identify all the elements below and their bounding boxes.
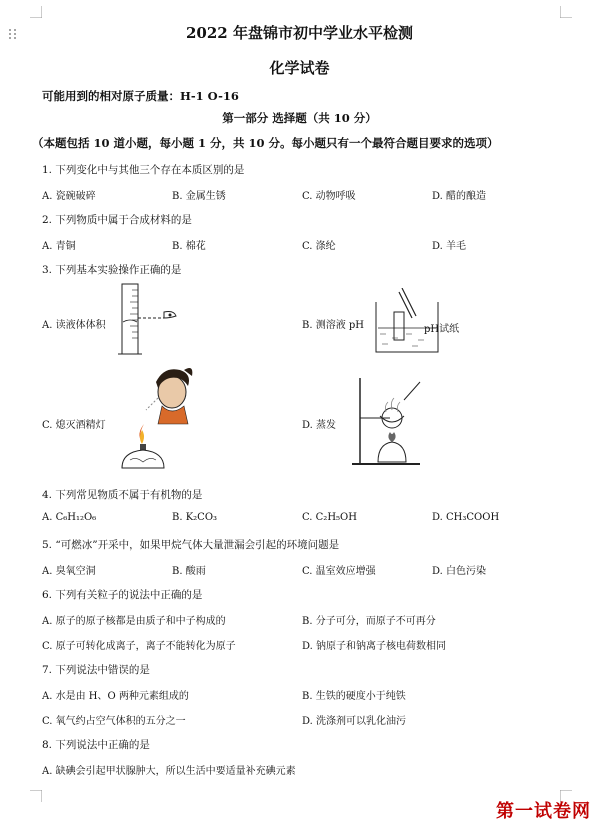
question-1-stem: 1. 下列变化中与其他三个存在本质区别的是 — [42, 164, 245, 176]
q4-option-d[interactable]: D. CH₃COOH — [432, 512, 500, 523]
alcohol-lamp-figure — [108, 364, 208, 474]
question-3-stem: 3. 下列基本实验操作正确的是 — [42, 264, 182, 276]
corner-mark-bottom-left — [30, 790, 42, 802]
q5-option-b[interactable]: B. 酸雨 — [172, 566, 206, 577]
question-5-stem: 5. “可燃冰”开采中，如果甲烷气体大量泄漏会引起的环境问题是 — [42, 539, 340, 551]
q5-option-a[interactable]: A. 臭氧空洞 — [42, 566, 96, 577]
q6-option-a[interactable]: A. 原子的原子核都是由质子和中子构成的 — [42, 616, 226, 627]
evaporation-figure — [350, 372, 450, 472]
q1-option-d[interactable]: D. 醋的酿造 — [432, 191, 487, 202]
graduated-cylinder-figure — [108, 280, 188, 360]
atomic-mass-note: 可能用到的相对原子质量：H-1 O-16 — [42, 89, 239, 103]
corner-mark-top-right — [560, 6, 572, 18]
instructions: （本题包括 10 道小题，每小题 1 分，共 10 分。每小题只有一个最符合题目要求的选项） — [32, 136, 499, 150]
q8-option-a[interactable]: A. 缺碘会引起甲状腺肿大，所以生活中要适量补充碘元素 — [42, 766, 296, 777]
q2-option-c[interactable]: C. 涤纶 — [302, 241, 336, 252]
q4-option-a[interactable]: A. C₆H₁₂O₆ — [42, 512, 97, 523]
q3-option-a[interactable]: A. 读液体体积 — [42, 320, 106, 331]
q7-option-a[interactable]: A. 水是由 H、O 两种元素组成的 — [42, 691, 189, 702]
q3-option-d[interactable]: D. 蒸发 — [302, 420, 337, 431]
q6-option-b[interactable]: B. 分子可分，而原子不可再分 — [302, 616, 436, 627]
question-8-stem: 8. 下列说法中正确的是 — [42, 739, 150, 751]
question-4-stem: 4. 下列常见物质不属于有机物的是 — [42, 489, 203, 501]
q1-option-a[interactable]: A. 瓷碗破碎 — [42, 191, 96, 202]
q2-option-a[interactable]: A. 青铜 — [42, 241, 76, 252]
q5-option-d[interactable]: D. 白色污染 — [432, 566, 487, 577]
page-subtitle: 化学试卷 — [269, 59, 330, 77]
q7-option-c[interactable]: C. 氧气约占空气体积的五分之一 — [42, 716, 186, 727]
question-6-stem: 6. 下列有关粒子的说法中正确的是 — [42, 589, 203, 601]
question-2-stem: 2. 下列物质中属于合成材料的是 — [42, 214, 192, 226]
ph-paper-label: pH试纸 — [424, 324, 460, 335]
q3-option-b[interactable]: B. 测溶液 pH — [302, 320, 365, 331]
q1-option-b[interactable]: B. 金属生锈 — [172, 191, 226, 202]
q2-option-d[interactable]: D. 羊毛 — [432, 241, 467, 252]
q4-option-b[interactable]: B. K₂CO₃ — [172, 512, 218, 523]
q6-option-c[interactable]: C. 原子可转化成离子，离子不能转化为原子 — [42, 641, 236, 652]
page-title: 2022 年盘锦市初中学业水平检测 — [186, 24, 413, 42]
question-7-stem: 7. 下列说法中错误的是 — [42, 664, 150, 676]
part-heading: 第一部分 选择题（共 10 分） — [222, 111, 377, 125]
q2-option-b[interactable]: B. 棉花 — [172, 241, 206, 252]
watermark-logo: 第一试卷网 — [496, 801, 591, 822]
q4-option-c[interactable]: C. C₂H₅OH — [302, 512, 357, 523]
q5-option-c[interactable]: C. 温室效应增强 — [302, 566, 376, 577]
q6-option-d[interactable]: D. 钠原子和钠离子核电荷数相同 — [302, 641, 447, 652]
corner-mark-top-left — [30, 6, 42, 18]
q3-option-c[interactable]: C. 熄灭酒精灯 — [42, 420, 106, 431]
q7-option-d[interactable]: D. 洗涤剂可以乳化油污 — [302, 716, 407, 727]
q7-option-b[interactable]: B. 生铁的硬度小于纯铁 — [302, 691, 406, 702]
q1-option-c[interactable]: C. 动物呼吸 — [302, 191, 356, 202]
